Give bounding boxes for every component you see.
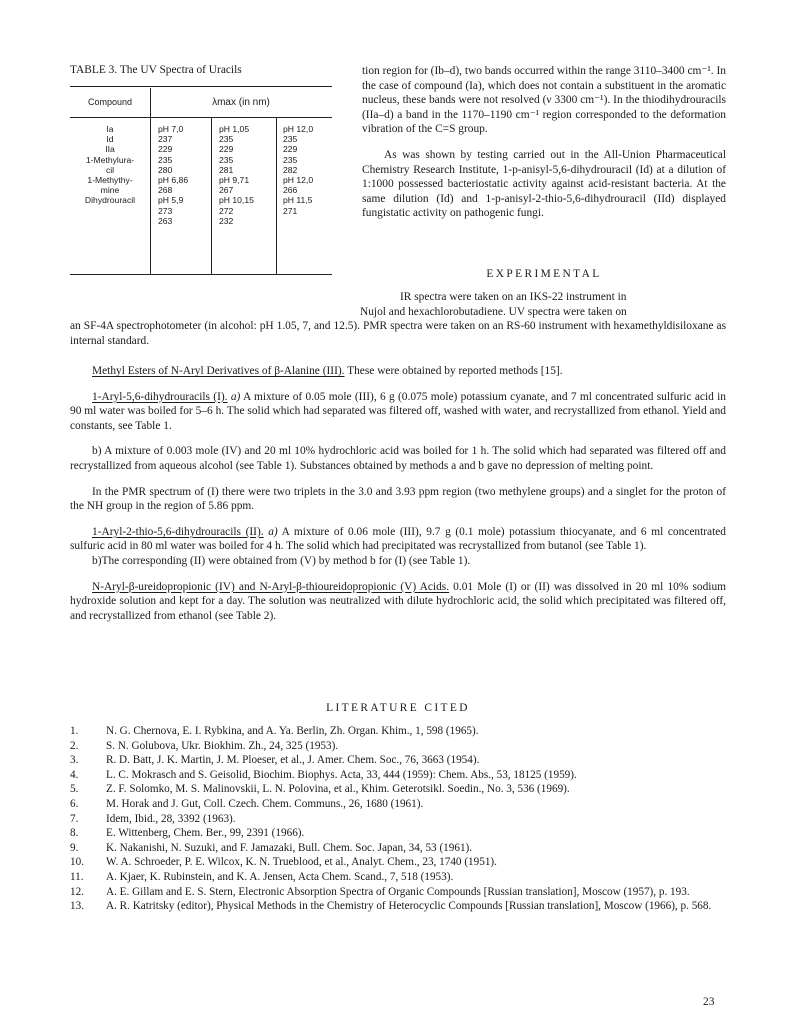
ph-column-1 [158, 124, 188, 226]
methods-section [70, 364, 726, 634]
method-title: N-Aryl-β-ureidopropionic (IV) and N-Aryl-β-thioureidopropionic (V) Acids. [92, 580, 450, 593]
reference-number: 4. [70, 768, 79, 781]
table-cell: 229 [219, 144, 234, 155]
table-caption: TABLE 3. The UV Spectra of Uracils [70, 64, 242, 76]
table-cell: 235 [158, 154, 173, 165]
table-cell: 268 [158, 185, 173, 196]
literature-cited-heading: LITERATURE CITED [326, 702, 470, 714]
reference-item [70, 724, 730, 739]
reference-item [70, 782, 730, 797]
reference-item [70, 797, 730, 812]
instrumentation-line-1: IR spectra were taken on an IKS-22 instrument in [400, 291, 627, 303]
reference-number: 5. [70, 783, 79, 796]
method-ureidopropionic-acids: N-Aryl-β-ureidopropionic (IV) and N-Aryl-β-thioureidopropionic (V) Acids. 0.01 Mole (I) or (II) was dissolved in 20 ml 10% sodium hydroxide solution and kept for a day. The solution was neutralized with dilute hydrochloric acid, the solid which precipitated was filtered off, and recrystallized from ethanol (see Table 2). [70, 580, 726, 622]
table-cell: pH 11,5 [283, 195, 313, 206]
reference-text: S. N. Golubova, Ukr. Biokhim. Zh., 24, 325 (1953). [106, 739, 339, 752]
ph-column-3 [283, 124, 313, 216]
table-cell: pH 6,86 [158, 175, 189, 186]
page-number: 23 [703, 996, 715, 1008]
table-cell: 235 [219, 134, 234, 145]
table-cell: 266 [283, 185, 298, 196]
table-cell: 281 [219, 164, 234, 175]
reference-item [70, 885, 730, 900]
table-cell: mine [100, 185, 120, 196]
method-dihydrouracils-b: b) A mixture of 0.003 mole (IV) and 20 ml 10% hydrochloric acid was boiled for 1 h. The solid which had separated was filtered off and recrystallized from aqueous alcohol (see Table 1). Substances obtained by methods a and b gave no depression of melting point. [70, 445, 726, 472]
header-compound: Compound [87, 97, 133, 107]
reference-text: N. G. Chernova, E. I. Rybkina, and A. Ya. Berlin, Zh. Organ. Khim., 1, 598 (1965). [106, 725, 479, 737]
method-thio-dihydrouracils-b: b)The corresponding (II) were obtained from (V) by method b for (I) (see Table 1). [92, 554, 471, 567]
method-title: 1-Aryl-2-thio-5,6-dihydrouracils (II). [92, 525, 264, 538]
right-column-text [362, 64, 726, 221]
instrumentation-line-2: Nujol and hexachlorobutadiene. UV spectra were taken on [360, 305, 627, 318]
table-cell: cil [105, 164, 115, 175]
reference-text: A. R. Katritsky (editor), Physical Methods in the Chemistry of Heterocyclic Compounds [Russian translation], Moscow (1966), p. 568. [106, 900, 712, 913]
table-cell: 267 [219, 185, 234, 196]
reference-number: 7. [70, 812, 79, 825]
reference-item [70, 841, 730, 856]
instrumentation-rest: an SF-4A spectrophotometer (in alcohol: pH 1.05, 7, and 12.5). PMR spectra were taken on an RS-60 instrument with hexamethyldisiloxane as internal standard. [70, 320, 726, 347]
reference-text: M. Horak and J. Gut, Coll. Czech. Chem. Communs., 26, 1680 (1961). [106, 797, 424, 810]
uv-spectra-table [70, 64, 332, 275]
table-cell: 235 [219, 154, 234, 165]
reference-number: 8. [70, 827, 79, 840]
method-dihydrouracils: 1-Aryl-5,6-dihydrouracils (I). a) A mixture of 0.05 mole (III), 6 g (0.075 mole) potassium cyanate, and 7 ml concentrated sulfuric acid in 90 ml water was boiled for 5–6 h. The solid which had separated was filtered off, washed with water, and recrystallized from ethanol. Yield and constants, see Table 1. [70, 390, 726, 432]
reference-number: 13. [70, 900, 84, 913]
reference-number: 10. [70, 856, 84, 869]
biological-activity-paragraph: As was shown by testing carried out in the All-Union Pharmaceutical Chemistry Research Institute, 1-p-anisyl-5,6-dihydrouracil (Id) at a dilution of 1:1000 possessed bacteriostatic activity against acid-resistant bacteria. At the same dilution (Id) and 1-p-anisyl-2-thio-5,6-dihydrouracil (IId) displayed fungistatic activity on pathogenic fungi. [362, 148, 726, 220]
table-cell: pH 1,05 [219, 124, 250, 134]
table-cell: pH 10,15 [219, 195, 254, 206]
reference-number: 9. [70, 841, 79, 854]
reference-number: 1. [70, 725, 79, 737]
table-header [70, 87, 332, 118]
reference-text: W. A. Schroeder, P. E. Wilcox, K. N. Trueblood, et al., Analyt. Chem., 23, 1740 (1951). [106, 856, 497, 869]
reference-item [70, 739, 730, 754]
table-cell: 1-Methythy- [87, 175, 133, 186]
column-divider [150, 88, 151, 274]
reference-text: R. D. Batt, J. K. Martin, J. M. Ploeser, et al., J. Amer. Chem. Soc., 76, 3663 (1954). [106, 754, 480, 767]
reference-item [70, 812, 730, 827]
reference-item [70, 899, 730, 914]
reference-item [70, 768, 730, 783]
reference-number: 2. [70, 739, 79, 752]
table-cell: 271 [283, 205, 298, 216]
table-cell: 272 [219, 205, 234, 216]
table-cell: 1-Methylura- [85, 154, 135, 165]
reference-item [70, 855, 730, 870]
table-cell: 235 [283, 154, 298, 165]
compound-column [70, 124, 150, 206]
ir-discussion-paragraph: tion region for (Ib–d), two bands occurred within the range 3110–3400 cm⁻¹. In the case of compound (Ia), which does not contain a substituent in the aromatic nucleus, these bands were not resolved (ν 3300 cm⁻¹). In the thiodihydrouracils (IIa–d) a band in the 1170–1190 cm⁻¹ region corresponded to the deformation vibration of the C=S group. [362, 65, 726, 136]
method-title: 1-Aryl-5,6-dihydrouracils (I). [92, 390, 228, 403]
table-cell: 273 [158, 205, 173, 216]
ph-column-2 [219, 124, 254, 226]
reference-text: A. E. Gillam and E. S. Stern, Electronic Absorption Spectra of Organic Compounds [Russian translation], Moscow (1957), p. 193. [106, 885, 690, 898]
table-frame [70, 86, 332, 275]
table-cell: 235 [283, 134, 298, 145]
method-title: Methyl Esters of N-Aryl Derivatives of β-Alanine (III). [92, 365, 345, 377]
table-cell: pH 9,71 [219, 175, 250, 186]
reference-item [70, 753, 730, 768]
reference-number: 6. [70, 797, 79, 810]
reference-item [70, 826, 730, 841]
table-cell: Dihydrouracil [84, 195, 136, 206]
reference-list [70, 724, 730, 914]
table-cell: 232 [219, 215, 234, 226]
reference-text: E. Wittenberg, Chem. Ber., 99, 2391 (1966). [106, 827, 305, 840]
instrumentation-paragraph [70, 290, 726, 348]
table-cell: 229 [283, 144, 298, 155]
pmr-paragraph: In the PMR spectrum of (I) there were two triplets in the 3.0 and 3.93 ppm region (two methylene groups) and a singlet for the proton of the NH group in the region of 5.86 ppm. [70, 485, 726, 513]
reference-item [70, 870, 730, 885]
reference-text: L. C. Mokrasch and S. Geisolid, Biochim. Biophys. Acta, 33, 444 (1959): Chem. Abs., 53, 18125 (1959). [106, 768, 577, 781]
table-cell: pH 12,0 [283, 124, 314, 134]
reference-text: K. Nakanishi, N. Suzuki, and F. Jamazaki, Bull. Chem. Soc. Japan, 34, 53 (1961). [106, 841, 473, 854]
reference-number: 3. [70, 754, 79, 767]
table-cell: 263 [158, 215, 173, 226]
reference-text: Z. F. Solomko, M. S. Malinovskii, L. N. Polovina, et al., Khim. Geterotsikl. Soedin., No. 3, 536 (1969). [106, 783, 570, 796]
column-divider [211, 118, 212, 274]
method-methyl-esters: Methyl Esters of N-Aryl Derivatives of β-Alanine (III). These were obtained by reported methods [15]. [92, 365, 563, 377]
table-cell: 280 [158, 164, 173, 175]
table-cell: Ia [106, 124, 114, 134]
experimental-heading: EXPERIMENTAL [486, 268, 602, 280]
reference-number: 12. [70, 885, 84, 898]
header-lambda-max: λmax (in nm) [212, 96, 270, 108]
table-cell: 229 [158, 144, 173, 155]
table-cell: IIa [105, 144, 115, 155]
table-cell: Id [106, 134, 114, 145]
method-thio-dihydrouracils: 1-Aryl-2-thio-5,6-dihydrouracils (II). a) A mixture of 0.06 mole (III), 9.7 g (0.1 mole) potassium thiocyanate, and 6 ml concentrated sulfuric acid in 80 ml water was boiled for 4 h. The solid which had precipitated was recrystallized from butanol (see Table 1). [70, 525, 727, 553]
reference-number: 11. [70, 870, 84, 883]
reference-text: Idem, Ibid., 28, 3392 (1963). [106, 812, 236, 825]
table-cell: 237 [158, 134, 173, 145]
reference-text: A. Kjaer, K. Rubinstein, and K. A. Jensen, Acta Chem. Scand., 7, 518 (1953). [106, 870, 454, 883]
table-body [70, 118, 332, 274]
table-cell: pH 5,9 [158, 195, 184, 206]
table-cell: pH 7,0 [158, 124, 184, 134]
column-divider [276, 118, 277, 274]
table-cell: pH 12,0 [283, 175, 314, 186]
table-cell: 282 [283, 164, 298, 175]
